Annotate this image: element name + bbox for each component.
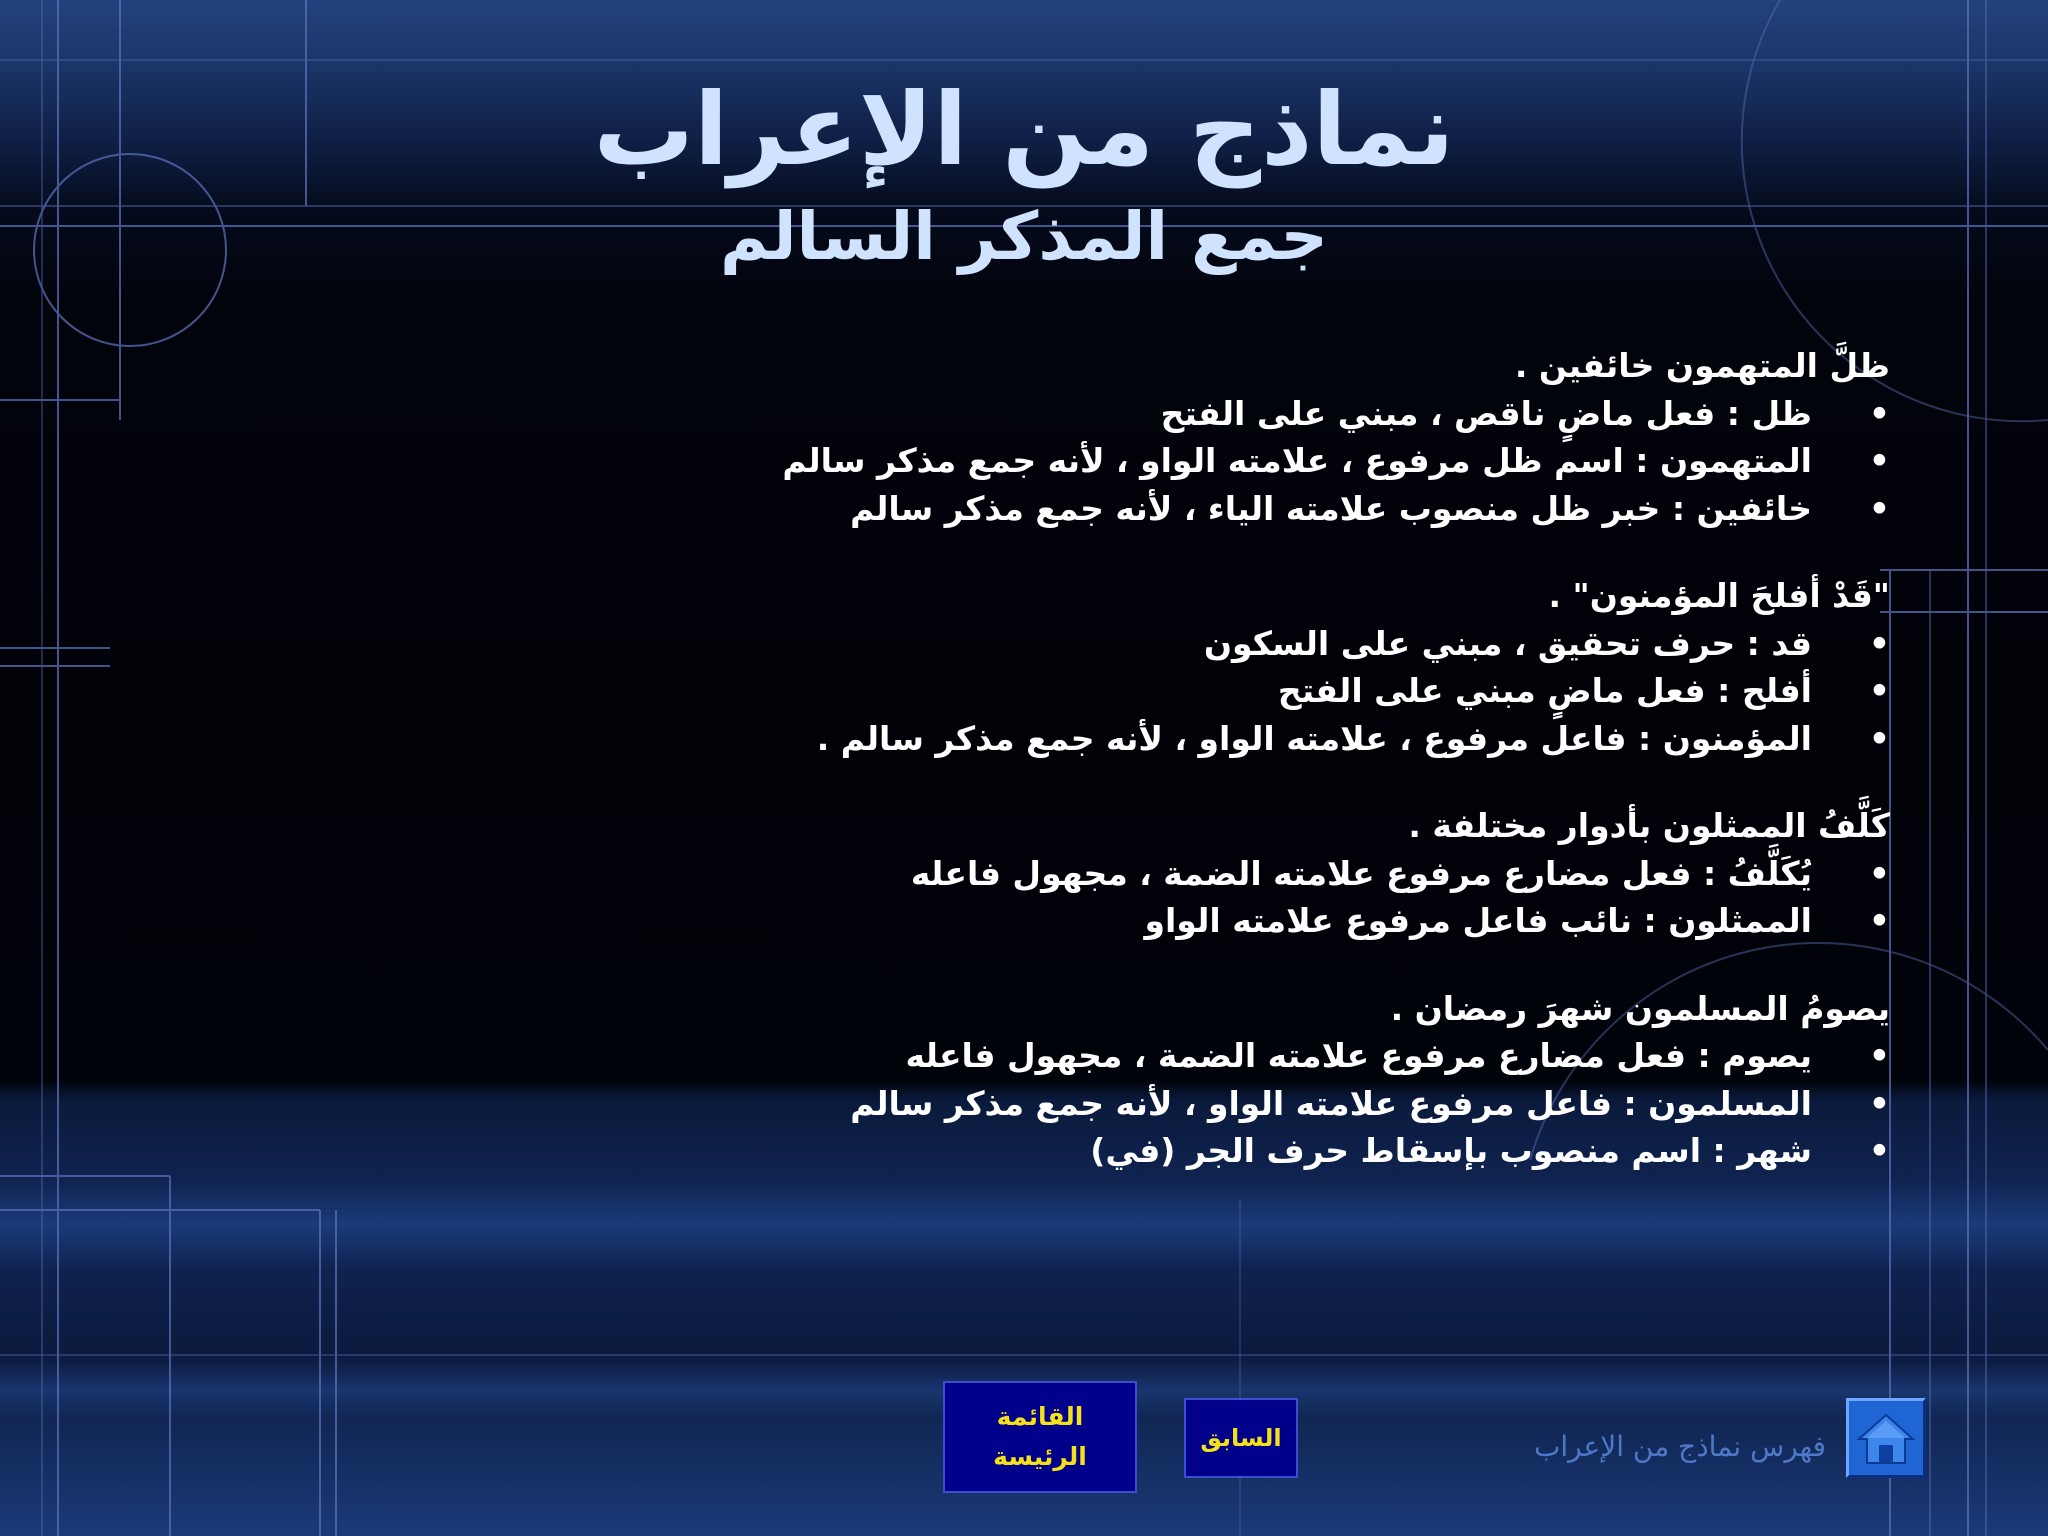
main-menu-label-line2: الرئيسة	[993, 1442, 1087, 1471]
analysis-item: • قد : حرف تحقيق ، مبني على السكون	[590, 620, 1890, 668]
index-link[interactable]: فهرس نماذج من الإعراب	[1533, 1430, 1826, 1463]
example-block	[590, 985, 1890, 1175]
main-menu-label-line1: القائمة	[996, 1402, 1084, 1431]
home-button[interactable]	[1846, 1398, 1926, 1478]
house-icon	[1855, 1407, 1917, 1469]
analysis-item: • يصوم : فعل مضارع مرفوع علامته الضمة ، مجهول فاعله	[590, 1032, 1890, 1080]
example-sentence: "قَدْ أفلحَ المؤمنون" .	[1548, 576, 1890, 615]
slide-title: نماذج من الإعراب	[593, 71, 1455, 188]
main-menu-button[interactable]	[943, 1381, 1137, 1493]
example-sentence: يصومُ المسلمون شهرَ رمضان .	[1390, 988, 1890, 1028]
analysis-item: • خائفين : خبر ظل منصوب علامته الياء ، لأنه جمع مذكر سالم	[590, 485, 1890, 533]
example-block	[590, 572, 1890, 762]
analysis-item: • المتهمون : اسم ظل مرفوع ، علامته الواو ، لأنه جمع مذكر سالم	[590, 437, 1890, 485]
analysis-item: • المسلمون : فاعل مرفوع علامته الواو ، لأنه جمع مذكر سالم	[590, 1080, 1890, 1128]
analysis-item: • ظل : فعل ماضٍ ناقص ، مبني على الفتح	[590, 390, 1890, 438]
analysis-list	[590, 620, 1890, 763]
analysis-item: • الممثلون : نائب فاعل مرفوع علامته الواو	[590, 897, 1890, 945]
slide-subtitle: جمع المذكر السالم	[720, 198, 1328, 275]
example-block	[590, 342, 1890, 532]
analysis-list	[590, 850, 1890, 945]
examples-content	[590, 342, 1890, 1215]
example-sentence: ظلَّ المتهمون خائفين .	[1514, 346, 1890, 385]
previous-button[interactable]	[1184, 1398, 1298, 1478]
example-block	[590, 802, 1890, 945]
analysis-list	[590, 1032, 1890, 1175]
analysis-list	[590, 390, 1890, 533]
analysis-item: • يُكَلَّفُ : فعل مضارع مرفوع علامته الضمة ، مجهول فاعله	[590, 850, 1890, 898]
analysis-item: • شهر : اسم منصوب بإسقاط حرف الجر (في)	[590, 1127, 1890, 1175]
analysis-item: • المؤمنون : فاعل مرفوع ، علامته الواو ، لأنه جمع مذكر سالم .	[590, 715, 1890, 763]
example-sentence: كَلَّفُ الممثلون بأدوار مختلفة .	[1408, 806, 1890, 845]
analysis-item: • أفلح : فعل ماضٍ مبني على الفتح	[590, 667, 1890, 715]
previous-label: السابق	[1200, 1424, 1282, 1452]
